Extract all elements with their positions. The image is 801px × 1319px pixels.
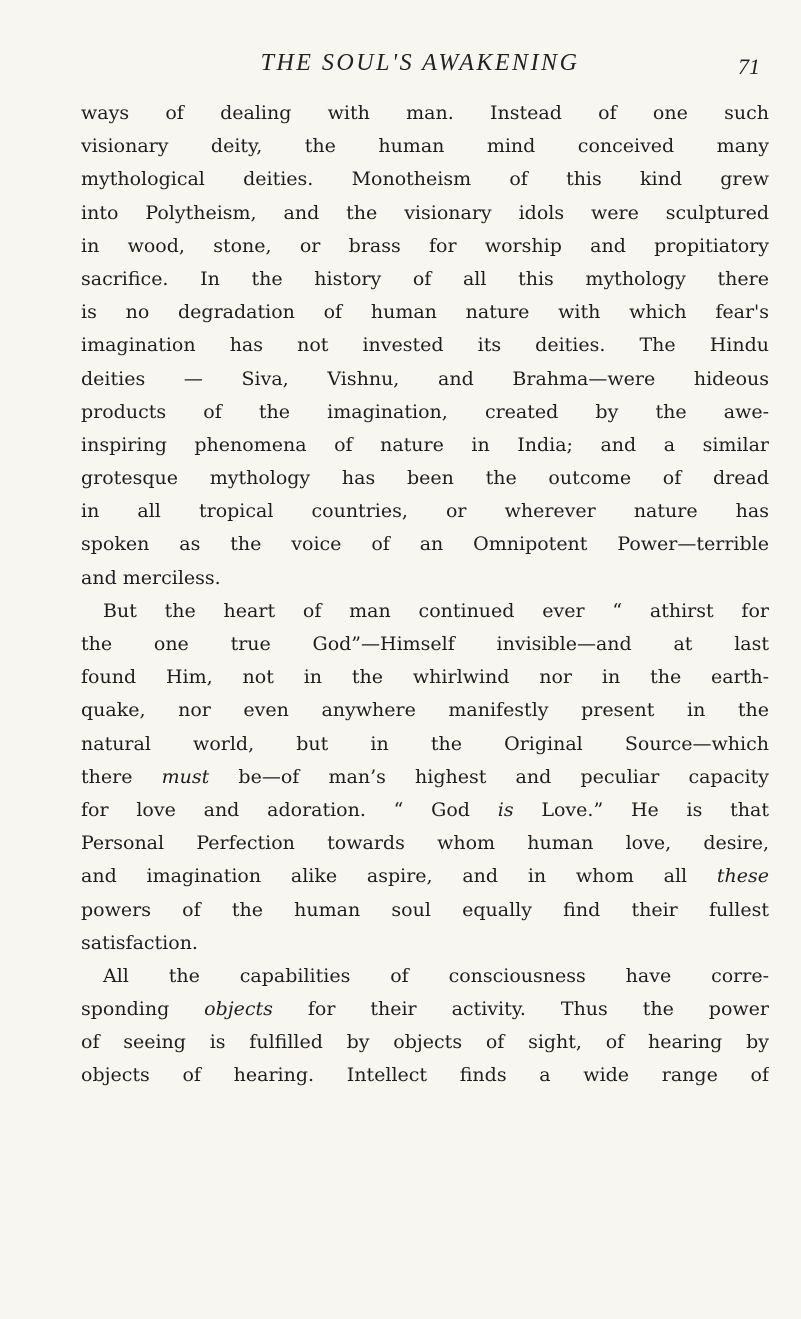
text-line: in wood, stone, or brass for worship and propitiatory <box>81 234 769 257</box>
text-run: there <box>81 765 162 788</box>
text-line: sacrifice. In the history of all this mythology there <box>81 267 769 290</box>
running-head <box>80 50 760 90</box>
text-line: in all tropical countries, or wherever nature has <box>81 500 769 523</box>
text-run: for their activity. Thus the power <box>272 998 769 1021</box>
text-line: visionary deity, the human mind conceived many <box>81 135 769 158</box>
text-line: imagination has not invested its deities. The Hindu <box>81 334 769 357</box>
text-line <box>81 794 769 827</box>
text-line: quake, nor even anywhere manifestly present in the <box>81 699 769 722</box>
text-line: powers of the human soul equally find their fullest <box>81 898 769 921</box>
text-line-paragraph-end: satisfaction. <box>81 931 198 954</box>
text-line <box>81 860 769 893</box>
running-title: THE SOUL'S AWAKENING <box>260 50 580 76</box>
text-run: and imagination alike aspire, and in whom all <box>81 865 717 888</box>
text-line: inspiring phenomena of nature in India; and a similar <box>81 433 769 456</box>
text-line: mythological deities. Monotheism of this kind grew <box>81 168 769 191</box>
text-line: spoken as the voice of an Omnipotent Power—terrible <box>81 533 769 556</box>
text-run: for love and adoration. “ God <box>81 798 498 821</box>
text-line: natural world, but in the Original Source—which <box>81 732 769 755</box>
text-run: sponding <box>81 998 205 1021</box>
page-number: 71 <box>738 54 760 79</box>
text-line-paragraph-start: But the heart of man continued ever “ athirst for <box>103 599 769 622</box>
text-line: deities — Siva, Vishnu, and Brahma—were hideous <box>81 367 769 390</box>
text-line: of seeing is fulfilled by objects of sight, of hearing by <box>81 1031 769 1054</box>
text-run: be—of man’s highest and peculiar capacity <box>209 765 769 788</box>
italic-run: is <box>497 798 514 821</box>
text-line: Personal Perfection towards whom human love, desire, <box>81 832 769 855</box>
italic-run: objects <box>204 998 273 1021</box>
italic-run: must <box>161 765 210 788</box>
text-line: products of the imagination, created by the awe- <box>81 400 769 423</box>
text-line <box>81 993 769 1026</box>
text-line: is no degradation of human nature with which fear's <box>81 301 769 324</box>
text-run: Love.” He is that <box>513 798 769 821</box>
text-line: the one true God”—Himself invisible—and at last <box>81 633 769 655</box>
text-line: into Polytheism, and the visionary idols were sculptured <box>81 201 769 224</box>
text-line: ways of dealing with man. Instead of one such <box>81 102 769 124</box>
text-line: grotesque mythology has been the outcome of dread <box>81 467 769 490</box>
text-line-paragraph-end: and merciless. <box>81 566 221 589</box>
body-text <box>81 97 769 1093</box>
text-line: objects of hearing. Intellect finds a wide range of <box>81 1064 769 1087</box>
text-line <box>81 761 769 794</box>
text-line: found Him, not in the whirlwind nor in the earth- <box>81 666 769 689</box>
text-line-paragraph-start: All the capabilities of consciousness have corre- <box>103 964 769 987</box>
italic-run: these <box>716 865 769 888</box>
